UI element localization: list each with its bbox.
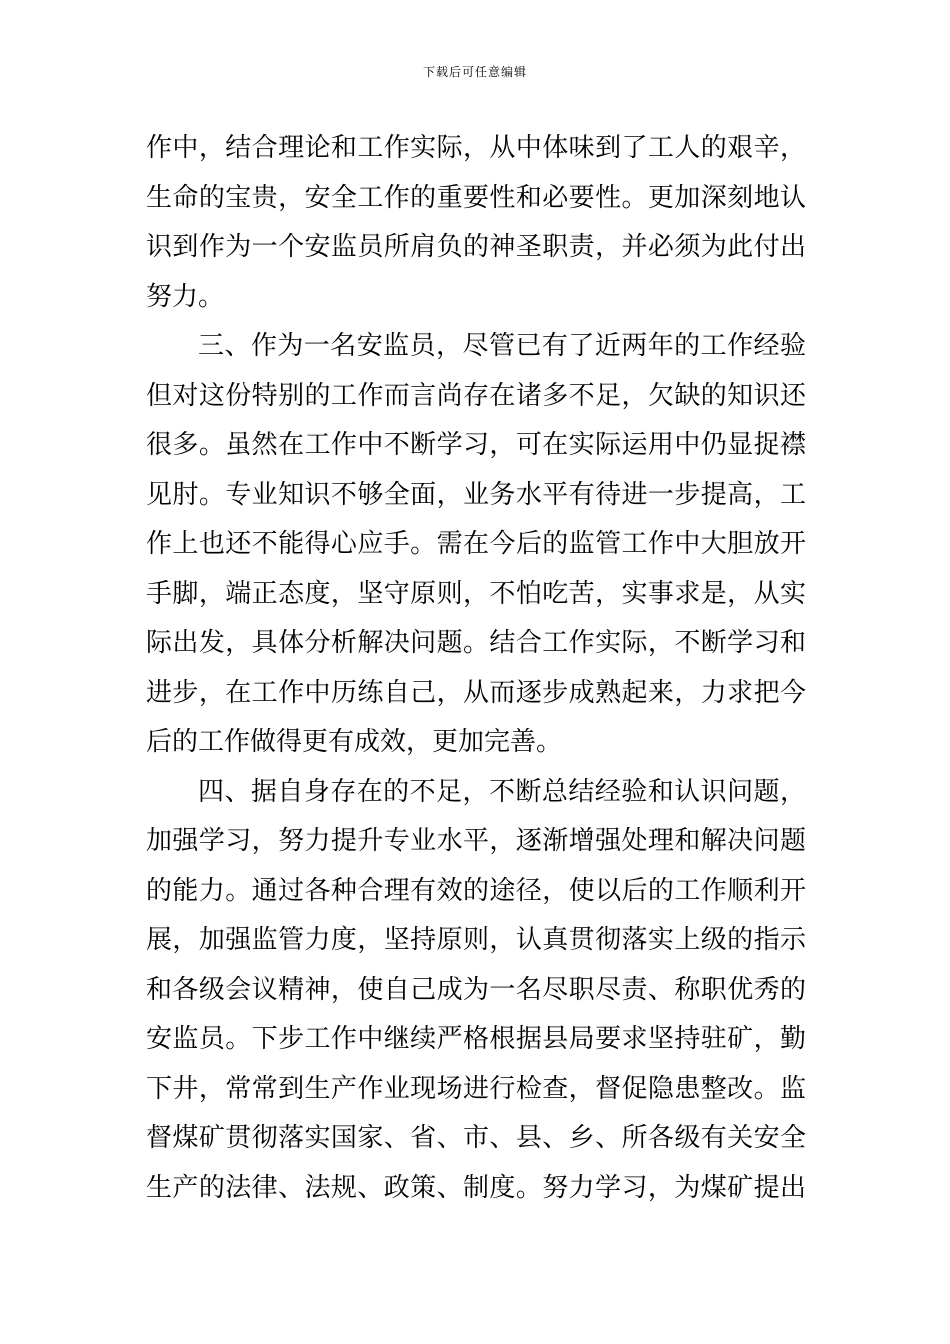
text-line: 三、作为一名安监员，尽管已有了近两年的工作经验 — [198, 331, 806, 361]
text-line: 努力。 — [146, 281, 225, 312]
text-line: 手脚，端正态度，坚守原则，不怕吃苦，实事求是，从实 — [146, 578, 806, 609]
document-body — [146, 124, 806, 1213]
text-line: 的能力。通过各种合理有效的途径，使以后的工作顺利开 — [146, 875, 806, 906]
text-line: 际出发，具体分析解决问题。结合工作实际，不断学习和 — [146, 628, 806, 658]
text-line: 四、据自身存在的不足，不断总结经验和认识问题， — [198, 776, 806, 807]
text-line: 进步，在工作中历练自己，从而逐步成熟起来，力求把今 — [146, 677, 806, 708]
text-line: 很多。虽然在工作中不断学习，可在实际运用中仍显捉襟 — [146, 430, 806, 460]
text-line: 展，加强监管力度，坚持原则，认真贯彻落实上级的指示 — [146, 925, 806, 955]
text-line: 后的工作做得更有成效，更加完善。 — [146, 727, 563, 757]
text-line: 生产的法律、法规、政策、制度。努力学习，为煤矿提出 — [146, 1172, 806, 1203]
text-line: 安监员。下步工作中继续严格根据县局要求坚持驻矿，勤 — [146, 1024, 806, 1054]
text-line: 作中，结合理论和工作实际，从中体味到了工人的艰辛， — [146, 133, 806, 163]
text-line: 下井，常常到生产作业现场进行检查，督促隐患整改。监 — [146, 1073, 806, 1104]
text-line: 见肘。专业知识不够全面，业务水平有待进一步提高，工 — [146, 479, 806, 510]
page-header: 下载后可任意编辑 — [422, 65, 527, 79]
text-line: 识到作为一个安监员所肩负的神圣职责，并必须为此付出 — [146, 232, 806, 262]
text-line: 作上也还不能得心应手。需在今后的监管工作中大胆放开 — [146, 529, 806, 559]
text-line: 督煤矿贯彻落实国家、省、市、县、乡、所各级有关安全 — [146, 1123, 806, 1153]
text-line: 但对这份特别的工作而言尚存在诸多不足，欠缺的知识还 — [146, 380, 806, 411]
text-line: 和各级会议精神，使自己成为一名尽职尽责、称职优秀的 — [146, 974, 806, 1005]
text-line: 加强学习，努力提升专业水平，逐渐增强处理和解决问题 — [146, 826, 806, 856]
text-line: 生命的宝贵，安全工作的重要性和必要性。更加深刻地认 — [146, 182, 806, 213]
